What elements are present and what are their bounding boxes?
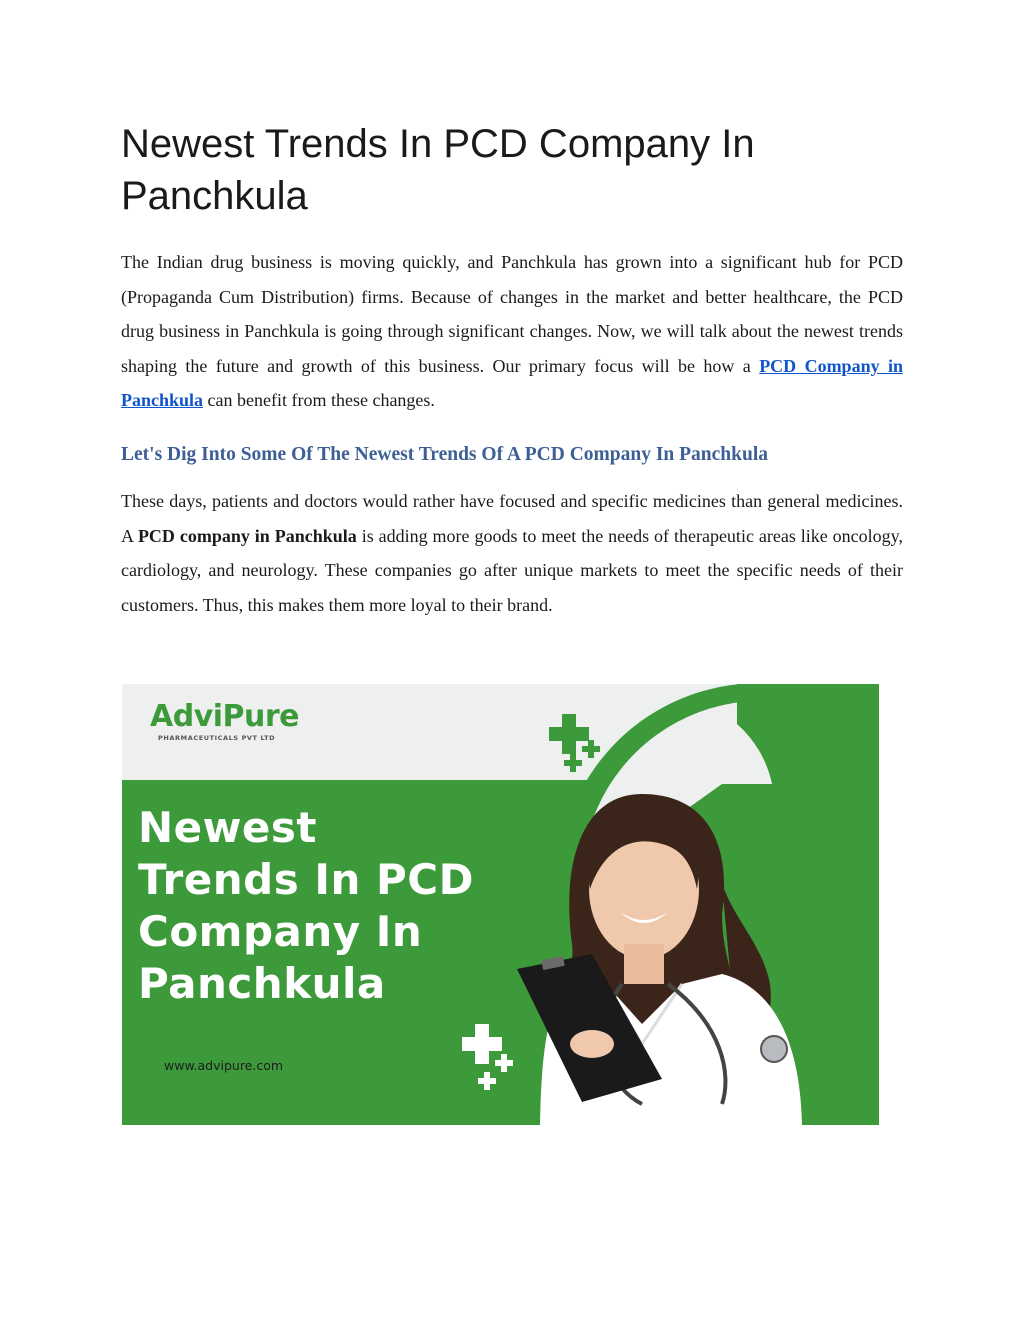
intro-paragraph: The Indian drug business is moving quickly, and Panchkula has grown into a significant hub for PCD (Propaganda Cum Distribution) firms. Because of changes in the market and better healthcare, the PCD drug business in Panchkula is going through significant changes. Now, we will talk about the newest trends shaping the future and growth of this business. Our primary focus will be how a PCD Company in Panchkula can benefit from these changes. [121, 252, 903, 411]
headline-line: Newest [138, 803, 317, 852]
headline-line: Panchkula [138, 959, 386, 1008]
brand-logo [150, 700, 299, 742]
pcd-company-link[interactable]: PCD Company in Panchkula [121, 355, 903, 411]
page-title: Newest Trends In PCD Company In Panchkula [121, 122, 755, 218]
brand-name: AdviPure [150, 699, 300, 734]
bold-phrase: PCD company in Panchkula [137, 525, 357, 546]
headline-line: Company In [138, 907, 423, 956]
brand-subtitle: PHARMACEUTICALS PVT LTD [158, 734, 276, 742]
section-heading: Let's Dig Into Some Of The Newest Trends Of A PCD Company In Panchkula [121, 444, 769, 465]
website-url: www.advipure.com [164, 1058, 284, 1073]
banner-headline [138, 802, 474, 1010]
plus-icon-top [549, 714, 600, 772]
banner-image [122, 684, 879, 1125]
corner-shape [737, 684, 879, 784]
body-paragraph: These days, patients and doctors would rather have focused and specific medicines than general medicines. A PCD company in Panchkula is adding more goods to meet the needs of therapeutic areas like oncology, cardiology, and neurology. These companies go after unique markets to meet the specific needs of their customers. Thus, this makes them more loyal to their brand. [121, 491, 903, 615]
headline-line: Trends In PCD [138, 855, 474, 904]
